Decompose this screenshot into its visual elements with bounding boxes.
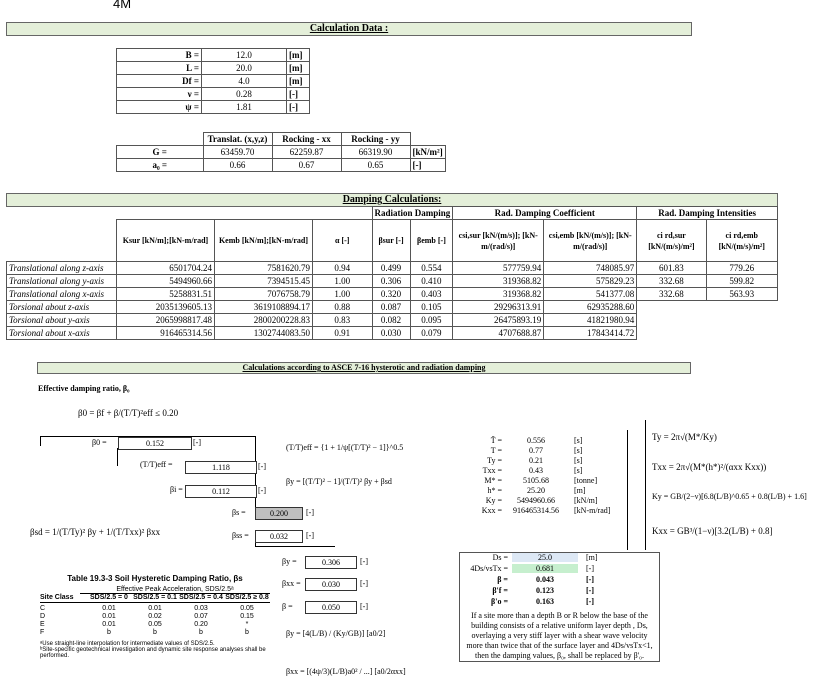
mod-value: 66319.90: [341, 146, 410, 159]
mod-value: 0.67: [272, 159, 341, 172]
mod-row: [117, 159, 446, 172]
mod-hdr-2: Rocking - yy: [341, 133, 410, 146]
damp-cell: 2800200228.83: [215, 314, 313, 327]
unit-by: [-]: [360, 557, 368, 566]
damp-cell: 601.83: [637, 262, 706, 275]
t193-cell: C: [40, 605, 46, 612]
damp-cell: 1.00: [313, 288, 373, 301]
group-coefficient: Rad. Damping Coefficient: [453, 207, 637, 220]
t193-row: [40, 594, 270, 603]
period-unit: [kN/m]: [574, 496, 598, 505]
geom-value: 12.0: [202, 49, 287, 62]
t193-cell: F: [40, 629, 45, 636]
mod-row: [117, 146, 446, 159]
t193-cell: 0.01: [148, 605, 162, 612]
geom-value: 0.28: [202, 88, 287, 101]
unit-bi: [-]: [258, 486, 266, 495]
damp-cell: 916465314.56: [117, 327, 215, 340]
damp-cell: 319368.82: [453, 288, 544, 301]
period-unit: [s]: [574, 466, 583, 475]
damp-cell: 0.030: [372, 327, 410, 340]
damp-col-header: csi,sur [kN/(m/s)]; [kN-m/(rad/s)]: [453, 220, 544, 262]
eq-ky: Ky = GB/(2−ν)[6.8(L/B)^0.65 + 0.8(L/B) + 1.6]: [652, 492, 807, 501]
damp-col-header: csi,emb [kN/(m/s)]; [kN-m/(rad/s)]: [544, 220, 637, 262]
damp-row: [7, 314, 778, 327]
damp-cell: 4707688.87: [453, 327, 544, 340]
damp-cell: 29296313.91: [453, 301, 544, 314]
damp-cell: 0.410: [410, 275, 453, 288]
t193-cell: SDS/2.5 = 0.4: [179, 594, 223, 601]
table-19-3-3: [40, 574, 270, 659]
t193-note1: ᵃUse straight-line interpolation for intermediate values of SDS/2.5.: [40, 641, 215, 647]
damp-cell: 748085.97: [544, 262, 637, 275]
eq-ty: Ty = 2π√(M*/Ky): [652, 432, 717, 442]
period-unit: [kN-m/rad]: [574, 506, 611, 515]
lbl-tt: (T/T)eff =: [140, 460, 173, 469]
val-by: 0.306: [305, 556, 357, 569]
lbl-bss: βss =: [232, 531, 249, 540]
period-unit: [m]: [574, 486, 586, 495]
soil-key: β'f =: [492, 586, 508, 595]
period-unit: [s]: [574, 456, 583, 465]
geom-row: [117, 88, 310, 101]
damp-cell: 7076758.79: [215, 288, 313, 301]
damp-row-name: Torsional about x-axis: [7, 327, 117, 340]
lbl-by: βy =: [282, 557, 297, 566]
soil-unit: [-]: [586, 597, 594, 606]
damp-cell: 0.554: [410, 262, 453, 275]
mod-hdr-1: Rocking - xx: [272, 133, 341, 146]
damp-cell: 0.105: [410, 301, 453, 314]
period-key: M* =: [484, 476, 502, 485]
soil-row: [460, 597, 659, 608]
damp-cell: 0.94: [313, 262, 373, 275]
eq-beta0: β0 = βf + β/(T/T)²eff ≤ 0.20: [78, 408, 179, 418]
soil-unit: [-]: [586, 575, 594, 584]
t193-cell: 0.20: [194, 621, 208, 628]
damp-cell: 563.93: [706, 288, 777, 301]
damp-cell: [637, 327, 706, 340]
damp-row: [7, 288, 778, 301]
t193-sub: Effective Peak Acceleration, SDS/2.5ᵃ: [80, 586, 270, 594]
eq-byy: βy = [4(L/B) / (Ky/GB)] [a0/2]: [286, 629, 386, 638]
damp-cell: 577759.94: [453, 262, 544, 275]
damp-cell: 41821980.94: [544, 314, 637, 327]
eq-txx: Txx = 2π√(M*(h*)²/(αxx Kxx)): [652, 462, 767, 472]
mod-value: 63459.70: [203, 146, 272, 159]
unit-b0: [-]: [193, 438, 201, 447]
soil-unit: [-]: [586, 564, 594, 573]
period-row: [470, 496, 630, 506]
damp-cell: 599.82: [706, 275, 777, 288]
geom-value: 4.0: [202, 75, 287, 88]
period-unit: [s]: [574, 436, 583, 445]
val-b0: 0.152: [118, 437, 192, 450]
val-tt: 1.118: [185, 461, 257, 474]
mod-hdr-0: Translat. (x,y,z): [203, 133, 272, 146]
geom-row: [117, 101, 310, 114]
soil-value: 0.123: [536, 586, 554, 595]
t193-cell: 0.03: [194, 605, 208, 612]
damp-cell: 0.087: [372, 301, 410, 314]
unit-b3: [-]: [360, 602, 368, 611]
unit-tt: [-]: [258, 462, 266, 471]
t193-cell: 0.05: [148, 621, 162, 628]
damp-row: [7, 301, 778, 314]
damp-row-name: Translational along x-axis: [7, 288, 117, 301]
damping-table: [6, 206, 778, 340]
damp-cell: 0.88: [313, 301, 373, 314]
period-value: 5494960.66: [517, 496, 555, 505]
t193-title: Table 19.3-3 Soil Hysteretic Damping Ratio, βs: [67, 574, 243, 583]
mod-key: G =: [117, 146, 204, 159]
damp-cell: 575829.23: [544, 275, 637, 288]
eff-damping-title: Effective damping ratio, β₀: [38, 384, 130, 393]
geom-key: B =: [117, 49, 202, 62]
soil-row: [460, 575, 659, 586]
eq-teff: (T/T)eff = {1 + 1/ψ[(T/T)² − 1]}^0.5: [286, 443, 404, 452]
soil-note: If a site more than a depth B or R below the base of the building consists of a relative uniform layer depth , Ds, overlaying a very stiff layer with a shear wave velocity more than twice that of the surface layer and 4Ds/vsTx<1, then the damping values, β₀, shall be replaced by β'₀.: [466, 611, 653, 660]
damp-cell: 779.26: [706, 262, 777, 275]
damp-row-name: Torsional about z-axis: [7, 301, 117, 314]
t193-cell: SDS/2.5 = 0: [90, 594, 128, 601]
damp-cell: 1.00: [313, 275, 373, 288]
damp-cell: 3619108894.17: [215, 301, 313, 314]
period-list: [470, 436, 630, 516]
damp-cell: 0.403: [410, 288, 453, 301]
damp-cell: 0.499: [372, 262, 410, 275]
damp-col-header: Ksur [kN/m];[kN-m/rad]: [117, 220, 215, 262]
soil-value: 0.681: [512, 564, 578, 573]
damp-col-header: ci rd,emb [kN/(m/s)/m²]: [706, 220, 777, 262]
soil-key: Ds =: [492, 553, 508, 562]
t193-cell: Site Class: [40, 594, 74, 601]
t193-cell: b: [153, 629, 157, 636]
t193-cell: 0.02: [148, 613, 162, 620]
t193-row: [40, 605, 270, 613]
t193-cell: E: [40, 621, 45, 628]
damp-cell: 0.306: [372, 275, 410, 288]
damp-row: [7, 262, 778, 275]
t193-cell: SDS/2.5 ≥ 0.8: [225, 594, 269, 601]
damp-col-header: Kemb [kN/m];[kN-m/rad]: [215, 220, 313, 262]
mod-unit: [-]: [410, 159, 445, 172]
damp-cell: 332.68: [637, 275, 706, 288]
damp-cell: 5494960.66: [117, 275, 215, 288]
geom-key: ψ =: [117, 101, 202, 114]
asce-header: Calculations according to ASCE 7-16 hysterotic and radiation damping: [37, 362, 691, 374]
damp-cell: [637, 314, 706, 327]
lbl-b0: β0 =: [92, 438, 107, 447]
damp-cell: 6501704.24: [117, 262, 215, 275]
lbl-bxx: βxx =: [282, 579, 301, 588]
damp-cell: 5258831.51: [117, 288, 215, 301]
val-bxx: 0.030: [305, 578, 357, 591]
damp-cell: 2035139605.13: [117, 301, 215, 314]
t193-cell: b: [245, 629, 249, 636]
damp-cell: 7394515.45: [215, 275, 313, 288]
eq-bsd: βsd = 1/(T/Ty)² βy + 1/(T/Txx)² βxx: [30, 527, 161, 537]
t193-row: [40, 629, 270, 637]
damp-cell: 26475893.19: [453, 314, 544, 327]
group-radiation: Radiation Damping: [372, 207, 453, 220]
mod-key: a₀ =: [117, 159, 204, 172]
period-row: [470, 446, 630, 456]
lbl-b3: β =: [282, 602, 293, 611]
soil-value: 0.163: [536, 597, 554, 606]
damp-cell: 17843414.72: [544, 327, 637, 340]
t193-cell: b: [107, 629, 111, 636]
damp-row: [7, 327, 778, 340]
damp-cell: 319368.82: [453, 275, 544, 288]
period-row: [470, 466, 630, 476]
mod-value: 0.65: [341, 159, 410, 172]
damp-cell: 0.320: [372, 288, 410, 301]
t193-cell: b: [199, 629, 203, 636]
damp-cell: 0.082: [372, 314, 410, 327]
sheet-label: 4M: [113, 0, 132, 11]
t193-cell: 0.07: [194, 613, 208, 620]
lbl-bi: βi =: [170, 485, 183, 494]
period-unit: [s]: [574, 446, 583, 455]
soil-key: β'o =: [491, 597, 508, 606]
t193-cell: 0.01: [102, 621, 116, 628]
soil-unit: [-]: [586, 586, 594, 595]
unit-bxx: [-]: [360, 579, 368, 588]
eq-by: βy = [(T/T)² − 1]/(T/T)² βy + βsd: [286, 477, 392, 486]
geometry-table: [116, 48, 310, 114]
damp-cell: 7581620.79: [215, 262, 313, 275]
damp-col-header: βemb [-]: [410, 220, 453, 262]
damp-row: [7, 275, 778, 288]
damp-row-name: Translational along z-axis: [7, 262, 117, 275]
geom-row: [117, 49, 310, 62]
period-key: Ty =: [487, 456, 502, 465]
geom-value: 1.81: [202, 101, 287, 114]
period-key: T̃ =: [490, 436, 502, 445]
damp-cell: 0.83: [313, 314, 373, 327]
damp-cell: 0.079: [410, 327, 453, 340]
damp-cell: [706, 314, 777, 327]
geom-value: 20.0: [202, 62, 287, 75]
geom-key: ν =: [117, 88, 202, 101]
geom-row: [117, 62, 310, 75]
period-row: [470, 436, 630, 446]
geom-key: L =: [117, 62, 202, 75]
t193-cell: 0.15: [240, 613, 254, 620]
geom-unit: [-]: [287, 88, 310, 101]
geom-key: Df =: [117, 75, 202, 88]
period-row: [470, 486, 630, 496]
damp-cell: 1302744083.50: [215, 327, 313, 340]
modulus-table: [116, 132, 446, 172]
mod-value: 62259.87: [272, 146, 341, 159]
damp-cell: 62935288.60: [544, 301, 637, 314]
period-value: 25.20: [527, 486, 545, 495]
soil-box: [459, 552, 660, 662]
group-intensity: Rad. Damping Intensities: [637, 207, 778, 220]
period-row: [470, 456, 630, 466]
mod-value: 0.66: [203, 159, 272, 172]
t193-cell: 0.05: [240, 605, 254, 612]
unit-bs: [-]: [306, 508, 314, 517]
damp-row-name: Translational along y-axis: [7, 275, 117, 288]
t193-cell: 0.01: [102, 605, 116, 612]
t193-cell: 0.01: [102, 613, 116, 620]
t193-row: [40, 621, 270, 629]
soil-key: β =: [497, 575, 508, 584]
soil-row: [460, 564, 659, 575]
damp-cell: [706, 301, 777, 314]
damp-col-header: βsur [-]: [372, 220, 410, 262]
period-key: h* =: [487, 486, 502, 495]
damping-header: Damping Calculations:: [6, 193, 778, 207]
soil-row: [460, 553, 659, 564]
eq-bxx: βxx = [(4ψ/3)(L/B)a0² / ...] [a0/2αxx]: [286, 667, 406, 676]
damp-cell: [637, 301, 706, 314]
period-row: [470, 506, 630, 516]
damp-cell: 332.68: [637, 288, 706, 301]
geom-row: [117, 75, 310, 88]
damp-col-header: α [-]: [313, 220, 373, 262]
damp-cell: 0.91: [313, 327, 373, 340]
period-value: 0.43: [529, 466, 543, 475]
t193-cell: SDS/2.5 = 0.1: [133, 594, 177, 601]
damp-cell: 0.095: [410, 314, 453, 327]
geom-unit: [m]: [287, 49, 310, 62]
soil-key: 4Ds/vsTx =: [470, 564, 508, 573]
period-value: 0.21: [529, 456, 543, 465]
val-bss: 0.032: [255, 530, 303, 543]
lbl-bs: βs =: [232, 508, 246, 517]
t193-row: [40, 613, 270, 621]
damp-cell: [706, 327, 777, 340]
damp-col-header: ci rd,sur [kN/(m/s)/m²]: [637, 220, 706, 262]
soil-value: 25.0: [512, 553, 578, 562]
val-bi: 0.112: [185, 485, 257, 498]
soil-value: 0.043: [536, 575, 554, 584]
mod-unit: [kN/m²]: [410, 146, 445, 159]
geom-unit: [m]: [287, 62, 310, 75]
period-key: Txx =: [482, 466, 502, 475]
period-value: 0.556: [527, 436, 545, 445]
period-value: 916465314.56: [513, 506, 559, 515]
damp-row-name: Torsional about y-axis: [7, 314, 117, 327]
period-key: T =: [490, 446, 502, 455]
period-value: 0.77: [529, 446, 543, 455]
period-row: [470, 476, 630, 486]
t193-note2: ᵇSite-specific geotechnical investigation and dynamic site response analyses shall be performed.: [40, 647, 266, 659]
geom-unit: [m]: [287, 75, 310, 88]
period-unit: [tonne]: [574, 476, 598, 485]
val-b3: 0.050: [305, 601, 357, 614]
period-key: Kxx =: [481, 506, 502, 515]
period-value: 5105.68: [523, 476, 549, 485]
damp-cell: 541377.08: [544, 288, 637, 301]
soil-row: [460, 586, 659, 597]
damp-cell: 2065998817.48: [117, 314, 215, 327]
calc-data-header: Calculation Data :: [6, 22, 692, 36]
eq-kxx: Kxx = GB³/(1−ν)[3.2(L/B) + 0.8]: [652, 526, 773, 536]
val-bs: 0.200: [255, 507, 303, 520]
soil-unit: [m]: [586, 553, 598, 562]
geom-unit: [-]: [287, 101, 310, 114]
period-key: Ky =: [485, 496, 502, 505]
t193-cell: D: [40, 613, 46, 620]
t193-cell: *: [245, 621, 249, 628]
unit-bss: [-]: [306, 531, 314, 540]
